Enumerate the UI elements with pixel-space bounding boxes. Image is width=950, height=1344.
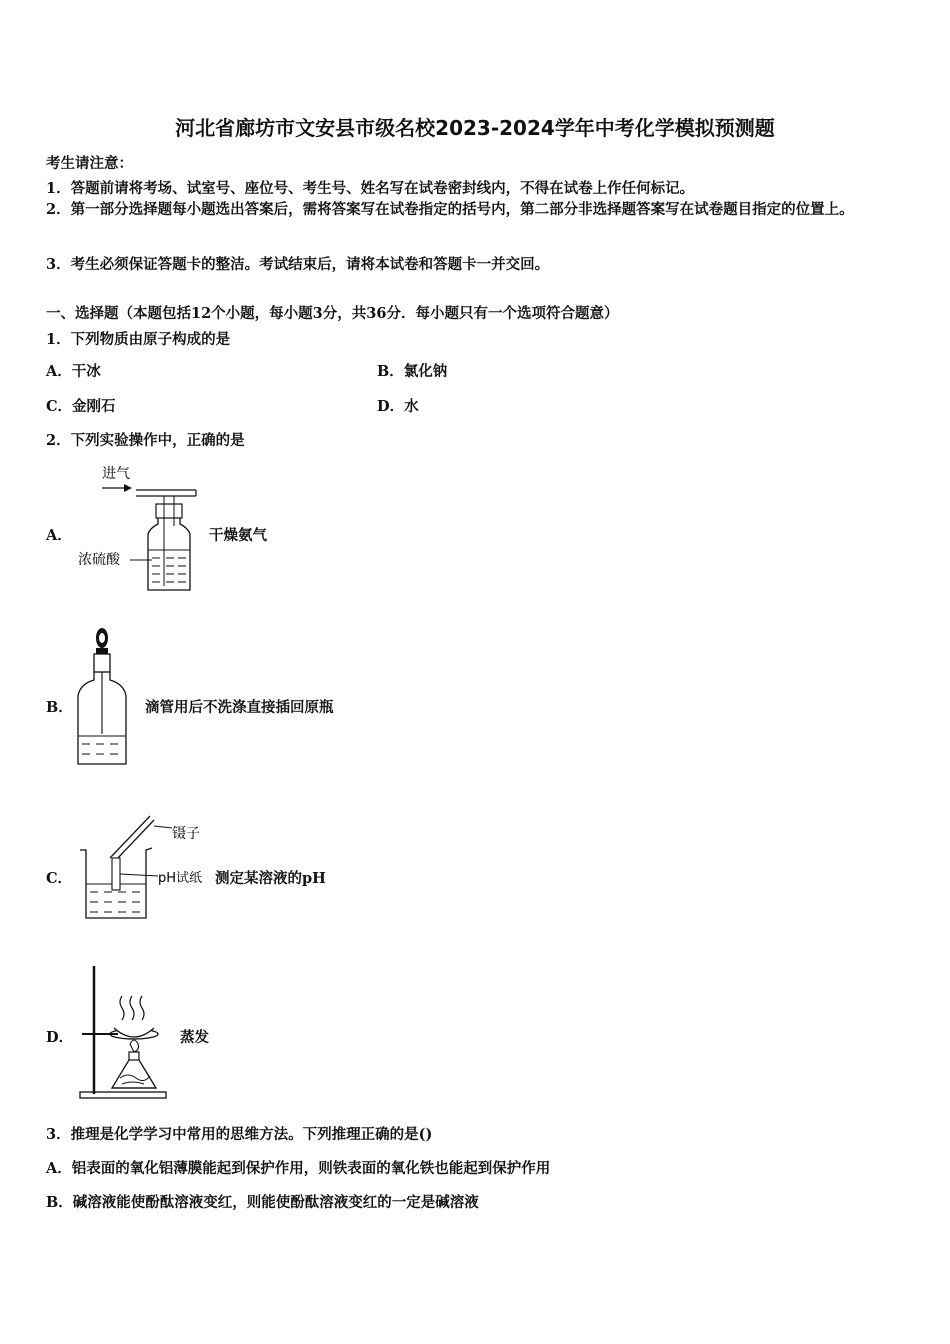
beaker-tweezers-figure <box>76 812 216 924</box>
q1-option-a: A．干冰 <box>46 363 101 380</box>
q3-stem: 3．推理是化学学习中常用的思维方法。下列推理正确的是() <box>46 1126 433 1143</box>
section-heading: 一、选择题（本题包括12个小题，每小题3分，共36分．每小题只有一个选项符合题意） <box>46 305 619 322</box>
evaporation-setup-figure <box>74 962 170 1100</box>
q2-option-b-text: 滴管用后不洗涤直接插回原瓶 <box>145 699 334 716</box>
gas-washing-bottle-figure <box>74 462 204 594</box>
q1-option-b: B．氯化钠 <box>377 363 448 380</box>
notice-item-3: 3．考生必须保证答题卡的整洁。考试结束后，请将本试卷和答题卡一并交回。 <box>46 256 550 273</box>
q2-option-b-letter: B． <box>46 699 73 716</box>
fig-label-tweezers: 镊子 <box>172 826 200 842</box>
dropper-bottle-figure <box>74 624 134 769</box>
page-title: 河北省廊坊市文安县市级名校2023-2024学年中考化学模拟预测题 <box>175 116 775 140</box>
q3-option-b: B．碱溶液能使酚酞溶液变红，则能使酚酞溶液变红的一定是碱溶液 <box>46 1194 479 1211</box>
fig-label-gas-in: 进气 <box>102 466 130 482</box>
q3-option-a: A．铝表面的氧化铝薄膜能起到保护作用，则铁表面的氧化铁也能起到保护作用 <box>46 1160 551 1177</box>
fig-label-sulfuric-acid: 浓硫酸 <box>78 552 120 568</box>
q1-option-c: C．金刚石 <box>46 398 116 415</box>
notice-item-2: 2．第一部分选择题每小题选出答案后，需将答案写在试卷指定的括号内，第二部分非选择题答案写在试卷题目指定的位置上。 <box>46 201 854 218</box>
q1-stem: 1．下列物质由原子构成的是 <box>46 331 231 348</box>
notice-heading: 考生请注意： <box>46 155 133 172</box>
notice-item-1: 1．答题前请将考场、试室号、座位号、考生号、姓名写在试卷密封线内，不得在试卷上作任何标记。 <box>46 180 695 197</box>
q2-option-a-text: 干燥氨气 <box>209 527 267 544</box>
fig-label-ph-paper: pH试纸 <box>158 871 203 886</box>
q2-option-c-text: 测定某溶液的pH <box>215 870 326 887</box>
q2-stem: 2．下列实验操作中，正确的是 <box>46 432 245 449</box>
q2-option-d-letter: D． <box>46 1029 74 1046</box>
q1-option-d: D．水 <box>377 398 419 415</box>
q2-option-a-letter: A． <box>46 527 72 544</box>
q2-option-c-letter: C． <box>46 870 73 887</box>
q2-option-d-text: 蒸发 <box>180 1029 209 1046</box>
